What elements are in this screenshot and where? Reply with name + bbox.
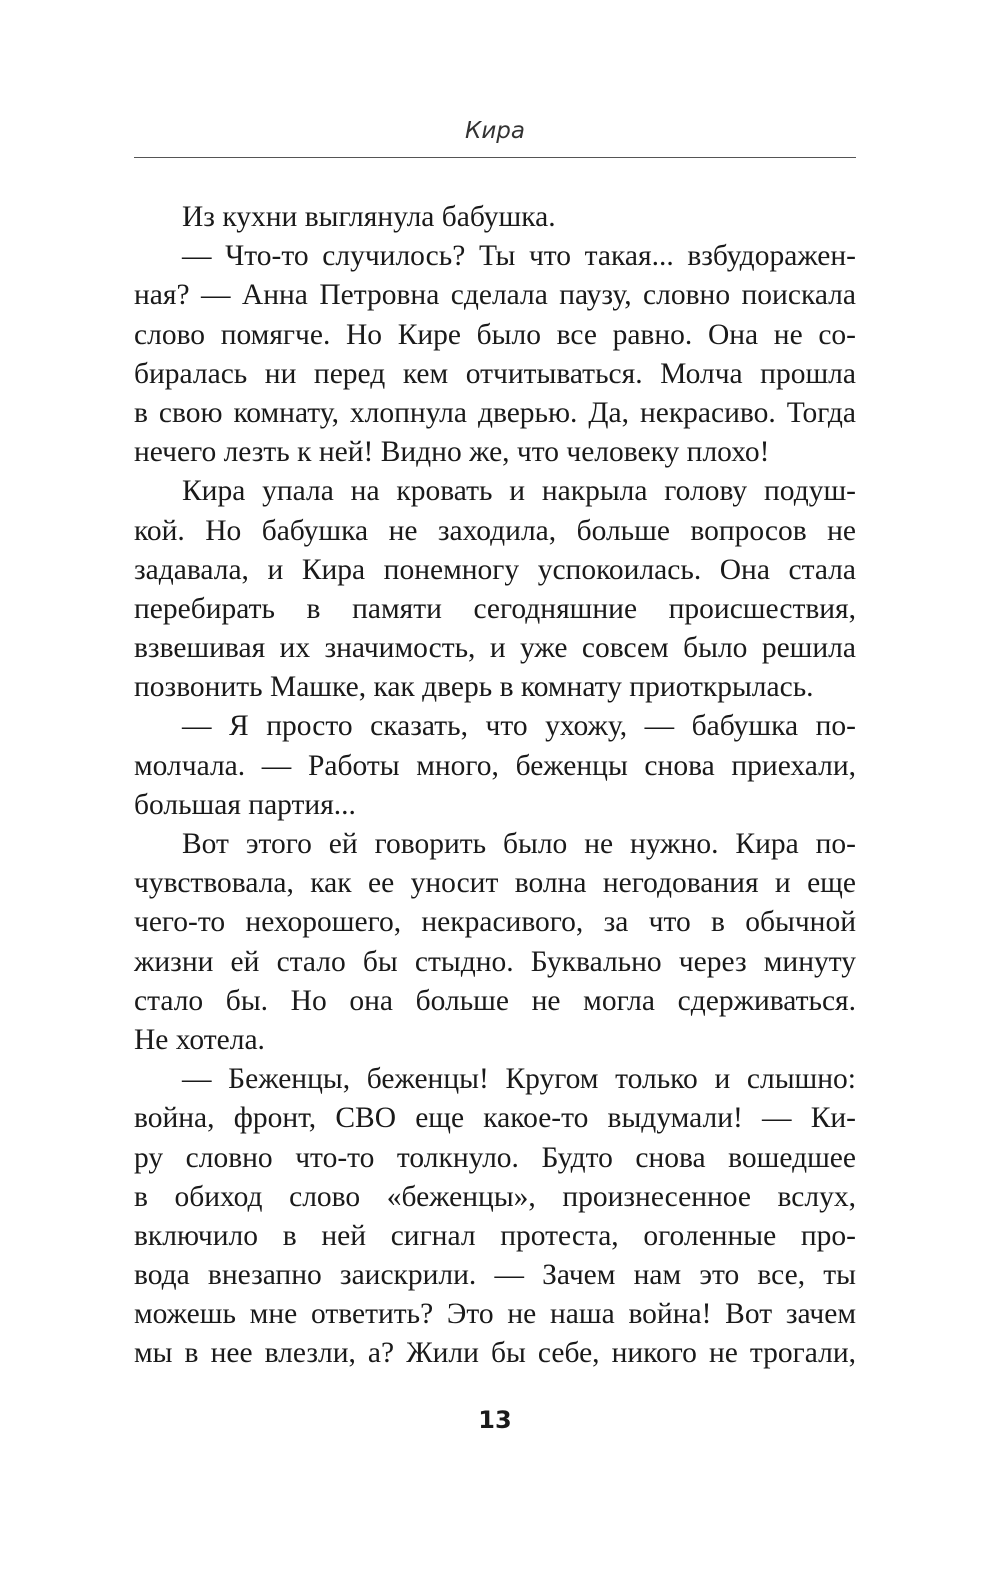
text-line: — Беженцы, беженцы! Кругом только и слышно:: [182, 1063, 856, 1096]
running-head-title: Кира: [465, 118, 525, 144]
page-number: 13: [478, 1406, 512, 1434]
text-line: перебирать в памяти сегодняшние происшествия,: [134, 592, 856, 625]
header-divider: [134, 157, 856, 158]
text-line: Не хотела.: [134, 1023, 265, 1056]
text-line: взвешивая их значимость, и уже совсем было решила: [134, 632, 856, 665]
text-line: кой. Но бабушка не заходила, больше вопросов не: [134, 514, 856, 547]
text-line: война, фронт, СВО еще какое-то выдумали! — Ки-: [134, 1102, 856, 1135]
text-line: позвонить Машке, как дверь в комнату приоткрылась.: [134, 671, 814, 704]
text-line: нечего лезть к ней! Видно же, что человеку плохо!: [134, 436, 770, 469]
text-line: чувствовала, как ее уносит волна негодования и еще: [134, 867, 856, 900]
text-line: ру словно что-то толкнуло. Будто снова вошедшее: [134, 1141, 856, 1174]
text-line: можешь мне ответить? Это не наша война! Вот зачем: [134, 1298, 856, 1331]
text-line: включило в ней сигнал протеста, оголенные про-: [134, 1219, 856, 1252]
text-line: — Что-то случилось? Ты что такая... взбудоражен-: [182, 240, 856, 273]
text-line: Кира упала на кровать и накрыла голову подуш-: [182, 475, 856, 508]
text-line: — Я просто сказать, что ухожу, — бабушка по-: [182, 710, 856, 743]
text-line: в свою комнату, хлопнула дверью. Да, некрасиво. Тогда: [134, 396, 856, 429]
text-line: большая партия...: [134, 788, 356, 821]
text-line: вода внезапно заискрили. — Зачем нам это все, ты: [134, 1259, 856, 1292]
text-line: жизни ей стало бы стыдно. Буквально через минуту: [134, 945, 856, 978]
text-line: в обиход слово «беженцы», произнесенное вслух,: [134, 1180, 856, 1213]
text-line: Из кухни выглянула бабушка.: [182, 201, 556, 233]
text-line: стало бы. Но она больше не могла сдерживаться.: [134, 984, 856, 1017]
text-line: ная? — Анна Петровна сделала паузу, словно поискала: [134, 279, 856, 312]
text-line: молчала. — Работы много, беженцы снова приехали,: [134, 749, 856, 782]
text-line: слово помягче. Но Кире было все равно. Она не со-: [134, 318, 856, 351]
text-line: мы в нее влезли, а? Жили бы себе, никого не трогали,: [134, 1337, 856, 1370]
text-line: биралась ни перед кем отчитываться. Молча прошла: [134, 357, 856, 390]
body-text: [134, 198, 856, 1374]
text-line: чего-то нехорошего, некрасивого, за что в обычной: [134, 906, 856, 939]
text-line: задавала, и Кира понемногу успокоилась. Она стала: [134, 553, 856, 586]
text-line: Вот этого ей говорить было не нужно. Кира по-: [182, 828, 856, 860]
